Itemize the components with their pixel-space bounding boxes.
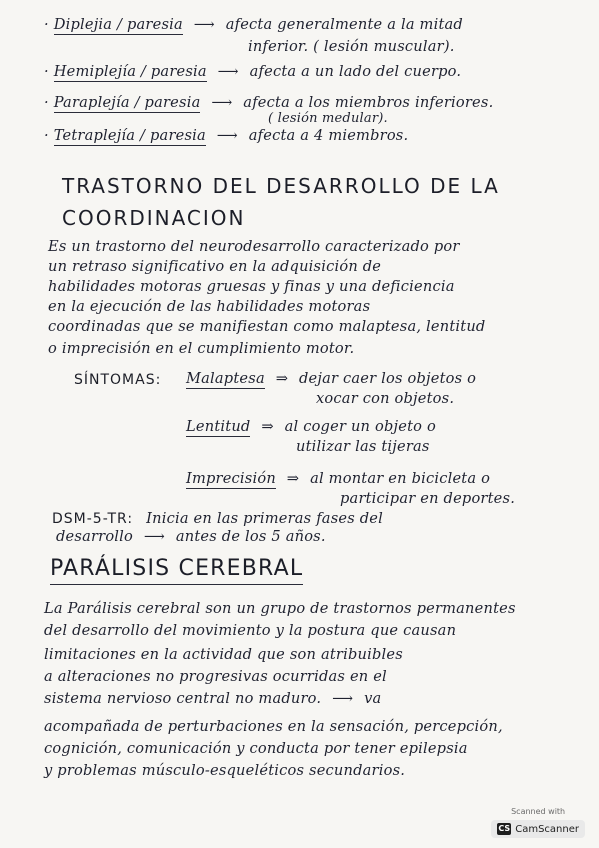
scanner-caption: Scanned with <box>511 807 566 816</box>
imprecision-desc: al montar en bicicleta o <box>310 470 491 487</box>
body-line: La Parálisis cerebral son un grupo de trastornos permanentes <box>44 600 516 617</box>
bullet-paraplejia <box>44 94 493 111</box>
camscanner-brand: CamScanner <box>515 823 579 835</box>
body-line: coordinadas que se manifiestan como malaptesa, lentitud <box>48 318 486 335</box>
camscanner-logo <box>491 820 585 838</box>
desc-diplejia-cont: inferior. ( lesión muscular). <box>248 38 455 55</box>
imprecision-desc-cont: participar en deportes. <box>340 490 516 507</box>
sintoma-imprecision <box>186 470 490 487</box>
section-title-line2: COORDINACION <box>62 206 246 230</box>
dsm-text-tail: antes de los 5 años. <box>175 528 326 545</box>
body-line: del desarrollo del movimiento y la postura que causan <box>44 622 457 639</box>
body-line: habilidades motoras gruesas y finas y una deficiencia <box>48 278 455 295</box>
sintoma-lentitud <box>186 418 436 435</box>
body-line: o imprecisión en el cumplimiento motor. <box>48 340 355 357</box>
lentitud-desc: al coger un objeto o <box>284 418 436 435</box>
arrow-icon: ⟶ <box>143 528 165 545</box>
bullet-dot: · <box>44 63 49 80</box>
body-line: y problemas músculo-esqueléticos secundarios. <box>44 762 406 779</box>
arrow-icon: ⟶ <box>217 63 239 80</box>
term-diplejia: Diplejia / paresia <box>53 16 183 33</box>
desc-hemiplejia: afecta a un lado del cuerpo. <box>249 63 462 80</box>
camscanner-icon: CS <box>498 824 511 833</box>
double-arrow-icon: ⇒ <box>261 418 274 435</box>
arrow-icon: ⟶ <box>216 127 238 144</box>
body-line: limitaciones en la actividad que son atribuibles <box>44 646 403 663</box>
bullet-dot: · <box>44 16 49 33</box>
bullet-tetraplejia <box>44 127 408 144</box>
malaptesa-desc: dejar caer los objetos o <box>298 370 477 387</box>
term-hemiplejia: Hemiplejía / paresia <box>53 63 207 80</box>
body-line-tail: va <box>364 690 382 707</box>
sintoma-malaptesa <box>186 370 476 387</box>
bullet-dot: · <box>44 127 49 144</box>
arrow-icon: ⟶ <box>332 690 354 707</box>
body-line: un retraso significativo en la adquisición de <box>48 258 382 275</box>
double-arrow-icon: ⇒ <box>286 470 300 487</box>
double-arrow-icon: ⇒ <box>275 370 289 387</box>
desc-tetraplejia: afecta a 4 miembros. <box>248 127 409 144</box>
scanner-watermark <box>491 807 585 838</box>
body-line: a alteraciones no progresivas ocurridas en el <box>44 668 387 685</box>
bullet-hemiplejia <box>44 63 461 80</box>
body-line: cognición, comunicación y conducta por tener epilepsia <box>44 740 468 757</box>
body-line: en la ejecución de las habilidades motoras <box>48 298 371 315</box>
dsm-row <box>52 508 383 527</box>
bullet-dot: · <box>44 94 49 111</box>
lentitud-desc-cont: utilizar las tijeras <box>296 438 430 455</box>
sintomas-label: SÍNTOMAS: <box>74 372 162 388</box>
desc-diplejia: afecta generalmente a la mitad <box>225 16 463 33</box>
section2-title: PARÁLISIS CEREBRAL <box>50 556 303 585</box>
body-line: acompañada de perturbaciones en la sensación, percepción, <box>44 718 503 735</box>
desc-paraplejia-cont: ( lesión medular). <box>268 111 388 126</box>
dsm-text: Inicia en las primeras fases del <box>146 510 383 527</box>
body-line-arrow <box>44 690 381 707</box>
term-malaptesa: Malaptesa <box>186 370 265 387</box>
dsm-text-cont: desarrollo <box>56 528 134 545</box>
arrow-icon: ⟶ <box>211 94 233 111</box>
section-title-line1: TRASTORNO DEL DESARROLLO DE LA <box>62 174 500 198</box>
dsm-label: DSM-5-TR: <box>52 511 134 527</box>
dsm-row-cont <box>56 528 326 545</box>
bullet-diplejia <box>44 16 463 33</box>
term-lentitud: Lentitud <box>186 418 251 435</box>
desc-paraplejia: afecta a los miembros inferiores. <box>243 94 494 111</box>
term-paraplejia: Paraplejía / paresia <box>53 94 201 111</box>
term-imprecision: Imprecisión <box>186 470 276 487</box>
arrow-icon: ⟶ <box>193 16 215 33</box>
malaptesa-desc-cont: xocar con objetos. <box>316 390 455 407</box>
body-line: Es un trastorno del neurodesarrollo caracterizado por <box>48 238 460 255</box>
body-line: sistema nervioso central no maduro. <box>44 690 322 707</box>
term-tetraplejia: Tetraplejía / paresia <box>53 127 206 144</box>
